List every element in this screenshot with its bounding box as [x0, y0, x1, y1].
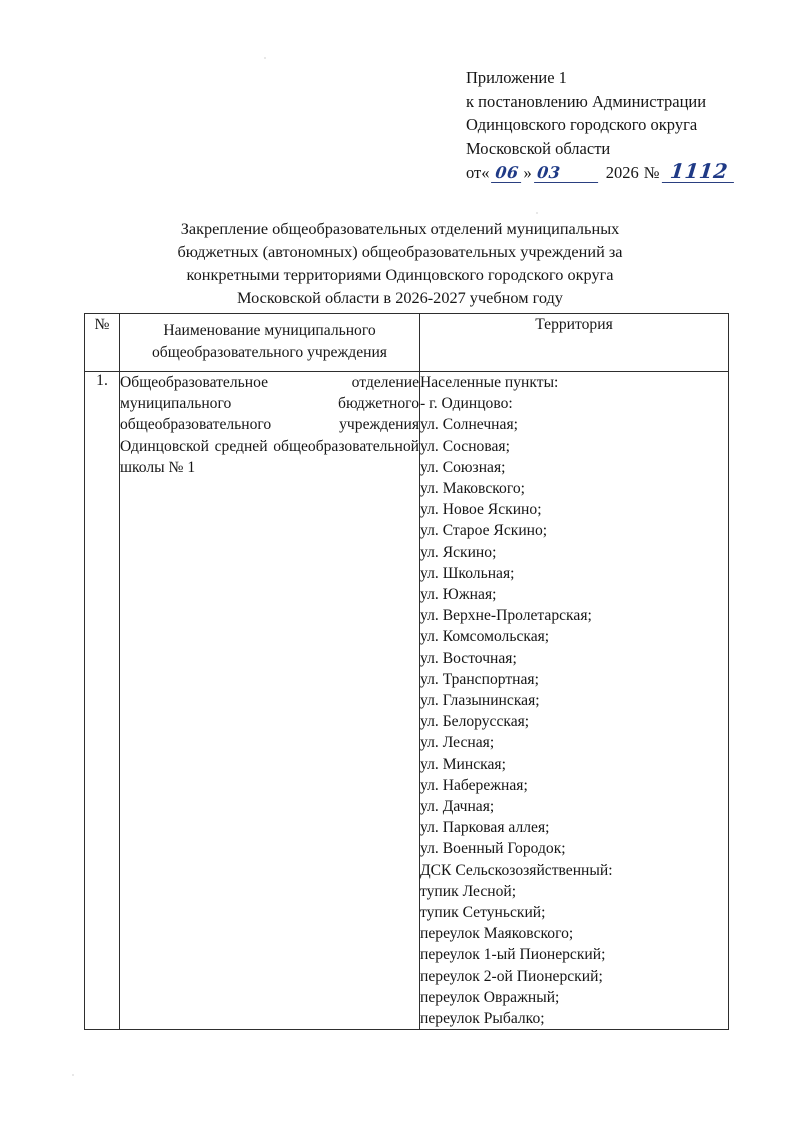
institution-name-text: Общеобразовательное отделение муниципального бюджетного общеобразовательного учреждения Одинцовской средней общеобразовательной школы № 1: [120, 374, 419, 476]
territory-line: ул. Восточная;: [420, 649, 517, 667]
territory-line: ул. Глазынинская;: [420, 692, 540, 710]
territory-line: ДСК Сельскозозяйственный:: [420, 861, 613, 879]
appendix-header: [466, 66, 766, 185]
territory-line: ул. Союзная;: [420, 458, 506, 476]
title-line-2: бюджетных (автономных) общеобразовательных учреждений за: [177, 242, 623, 261]
close-quote: »: [523, 163, 532, 182]
territory-line: ул. Солнечная;: [420, 416, 518, 434]
territory-line: ул. Старое Яскино;: [420, 522, 548, 540]
handwritten-day: 06: [491, 165, 523, 183]
territory-line: ул. Маковского;: [420, 480, 525, 498]
territory-line: ул. Новое Яскино;: [420, 501, 542, 519]
territory-line: переулок Маяковского;: [420, 925, 574, 943]
header-cell-institution: [120, 314, 420, 372]
territory-line: Населенные пункты:: [420, 374, 559, 391]
table-header-row: [85, 314, 729, 372]
territory-line: переулок Овражный;: [420, 988, 560, 1006]
scan-speck: [72, 1074, 74, 1076]
territory-line: ул. Сосновая;: [420, 437, 510, 455]
handwritten-document-number: 1112: [661, 161, 735, 183]
territory-line: ул. Парковая аллея;: [420, 819, 550, 837]
header-institution-line-2: общеобразовательного учреждения: [152, 344, 387, 361]
territory-line: переулок 1-ый Пионерский;: [420, 946, 606, 964]
territory-line: ул. Транспортная;: [420, 670, 539, 688]
territory-line: ул. Верхне-Пролетарская;: [420, 607, 592, 625]
territory-cell: [420, 372, 729, 1030]
number-sign-label: №: [643, 163, 660, 182]
title-line-1: Закрепление общеобразовательных отделений муниципальных: [180, 219, 620, 238]
title-line-4: Московской области в 2026-2027 учебном году: [237, 288, 563, 307]
territory-line: ул. Комсомольская;: [420, 628, 550, 646]
territory-line: ул. Южная;: [420, 586, 497, 604]
territory-line: тупик Сетуньский;: [420, 904, 546, 922]
institution-name-cell: [120, 372, 420, 1030]
territory-line: переулок Рыбалко;: [420, 1010, 545, 1028]
resolution-line: к постановлению Администрации: [466, 91, 707, 111]
year-label: 2026: [605, 163, 639, 182]
date-prefix: от: [466, 163, 482, 182]
date-and-number-line: [466, 161, 766, 185]
territory-line: - г. Одинцово:: [420, 395, 513, 413]
header-cell-number: №: [85, 314, 120, 372]
header-institution-line-1: Наименование муниципального: [163, 322, 376, 339]
territory-line: тупик Лесной;: [420, 882, 517, 900]
header-cell-territory: Территория: [420, 314, 729, 372]
district-line: Одинцовского городского округа: [466, 115, 698, 134]
page-title: [100, 217, 700, 309]
scan-speck: [536, 212, 538, 214]
schools-territories-table: [84, 313, 729, 1030]
handwritten-month: 03: [534, 165, 600, 183]
territory-line: ул. Яскино;: [420, 543, 497, 561]
territory-line: переулок 2-ой Пионерский;: [420, 967, 603, 985]
region-line: Московской области: [466, 138, 611, 158]
scan-speck: [264, 57, 266, 59]
row-number: 1.: [85, 372, 120, 1030]
title-line-3: конкретными территориями Одинцовского городского округа: [186, 265, 614, 284]
territory-line: ул. Минская;: [420, 755, 506, 773]
territory-line: ул. Военный Городок;: [420, 840, 566, 858]
open-quote: «: [481, 163, 490, 182]
territory-line: ул. Дачная;: [420, 798, 495, 816]
territory-line: ул. Белорусская;: [420, 713, 530, 731]
table-row: [85, 372, 729, 1030]
territory-line: ул. Лесная;: [420, 734, 495, 752]
territory-line: ул. Школьная;: [420, 564, 515, 582]
territory-line: ул. Набережная;: [420, 776, 528, 794]
appendix-title-line: Приложение 1: [466, 68, 567, 87]
